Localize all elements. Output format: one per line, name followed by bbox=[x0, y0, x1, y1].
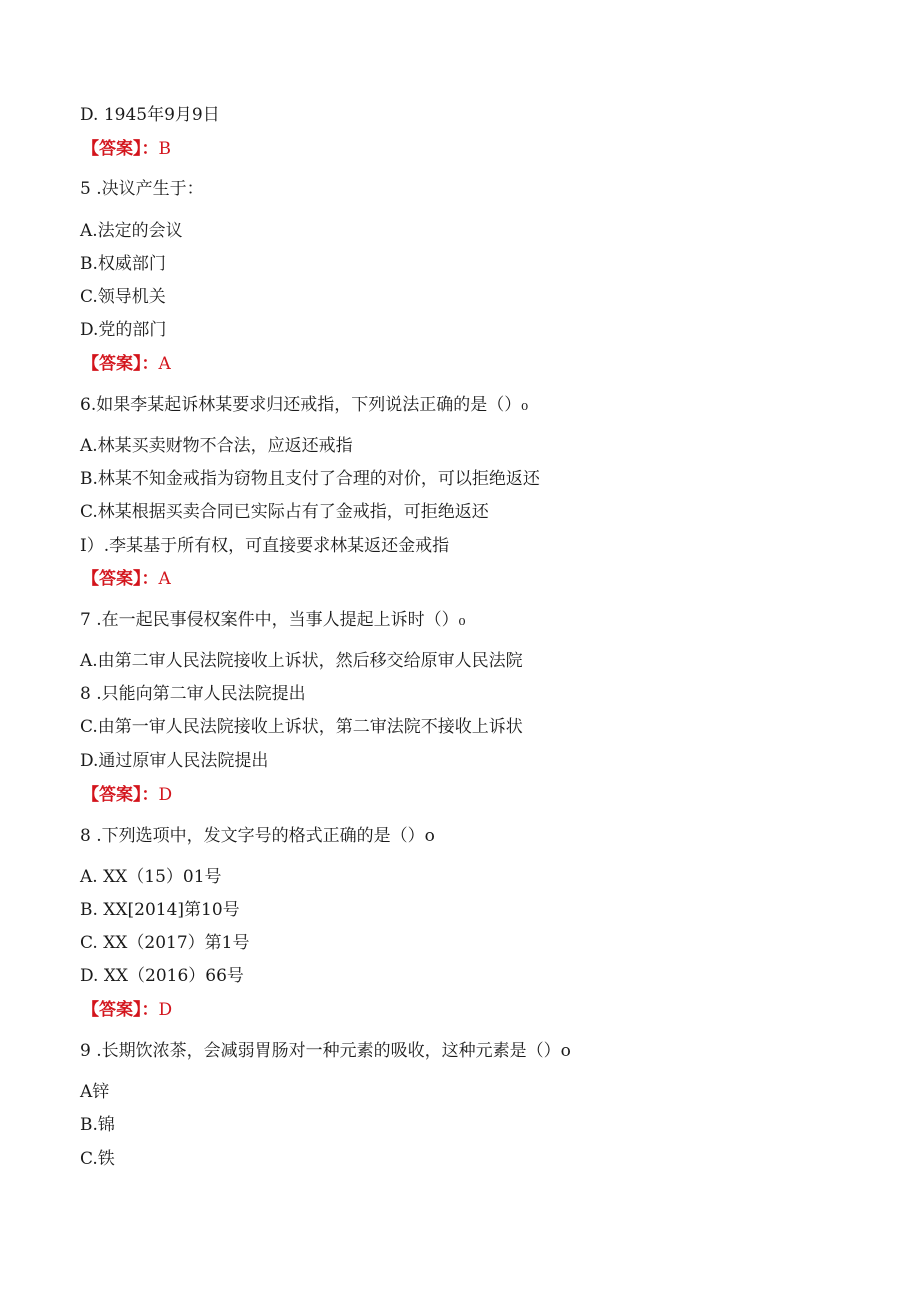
text-line: D.通过原审人民法院提出 bbox=[80, 751, 269, 771]
answer-line bbox=[82, 138, 171, 160]
text-line: C.林某根据买卖合同已实际占有了金戒指，可拒绝返还 bbox=[80, 502, 489, 522]
answer-value: D bbox=[158, 785, 173, 805]
answer-line bbox=[82, 999, 172, 1021]
answer-line bbox=[82, 568, 171, 590]
text-line: D.党的部门 bbox=[80, 320, 167, 340]
text-line: C. XX（2017）第1号 bbox=[80, 933, 250, 953]
text-line: 8 .只能向第二审人民法院提出 bbox=[80, 684, 306, 704]
text-line: 8 .下列选项中，发文字号的格式正确的是（）o bbox=[80, 826, 435, 846]
answer-separator: ： bbox=[141, 354, 159, 374]
text-line: 9 .长期饮浓茶，会减弱胃肠对一种元素的吸收，这种元素是（）o bbox=[80, 1041, 571, 1061]
answer-label: 【答案】 bbox=[82, 354, 142, 374]
answer-line bbox=[82, 353, 171, 375]
text-line: A.林某买卖财物不合法，应返还戒指 bbox=[80, 436, 353, 456]
text-line: C.领导机关 bbox=[80, 287, 166, 307]
text-line: A.法定的会议 bbox=[80, 221, 183, 241]
answer-label: 【答案】 bbox=[82, 785, 142, 805]
answer-separator: ： bbox=[141, 569, 159, 589]
text-line: B.林某不知金戒指为窃物且支付了合理的对价，可以拒绝返还 bbox=[80, 469, 540, 489]
answer-label: 【答案】 bbox=[82, 569, 142, 589]
answer-label: 【答案】 bbox=[82, 1000, 142, 1020]
text-line: B.权威部门 bbox=[80, 254, 166, 274]
answer-separator: ： bbox=[141, 139, 159, 159]
answer-separator: ： bbox=[141, 785, 159, 805]
text-line: 5 .决议产生于： bbox=[80, 179, 204, 199]
answer-value: D bbox=[158, 1000, 173, 1020]
answer-value: A bbox=[158, 354, 171, 374]
text-line: D. XX（2016）66号 bbox=[80, 966, 244, 986]
text-line: A.由第二审人民法院接收上诉状，然后移交给原审人民法院 bbox=[80, 651, 523, 671]
text-line: I）.李某基于所有权，可直接要求林某返还金戒指 bbox=[80, 536, 450, 556]
answer-value: B bbox=[158, 139, 171, 159]
text-line: D. 1945年9月9日 bbox=[80, 105, 220, 125]
text-line: B.锦 bbox=[80, 1115, 115, 1135]
text-line: 6.如果李某起诉林某要求归还戒指，下列说法正确的是（）₀ bbox=[80, 395, 529, 415]
text-line: A. XX（15）01号 bbox=[80, 867, 222, 887]
answer-separator: ： bbox=[141, 1000, 159, 1020]
answer-line bbox=[82, 784, 172, 806]
text-line: 7 .在一起民事侵权案件中，当事人提起上诉时（）₀ bbox=[80, 610, 466, 630]
text-line: A锌 bbox=[80, 1082, 110, 1102]
text-line: C.由第一审人民法院接收上诉状，第二审法院不接收上诉状 bbox=[80, 717, 523, 737]
answer-value: A bbox=[158, 569, 171, 589]
text-line: C.铁 bbox=[80, 1149, 115, 1169]
answer-label: 【答案】 bbox=[82, 139, 142, 159]
text-line: B. XX[2014]第10号 bbox=[80, 900, 240, 920]
